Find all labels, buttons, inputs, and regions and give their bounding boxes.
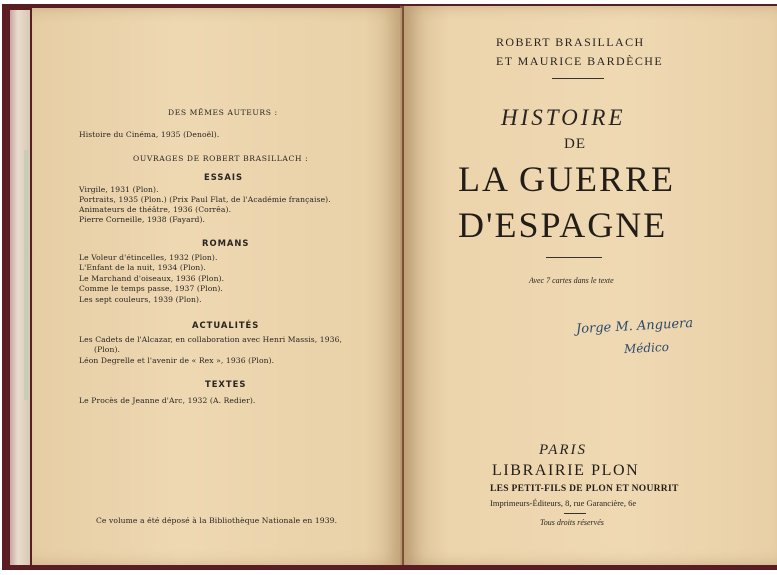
list-item: Les sept couleurs, 1939 (Plon).: [79, 295, 202, 304]
list-item: Comme le temps passe, 1937 (Plon).: [79, 284, 223, 293]
title-de: DE: [564, 136, 586, 152]
section-title-textes: TEXTES: [205, 379, 247, 389]
title-la-guerre: LA GUERRE: [458, 159, 676, 199]
publisher-name: LIBRAIRIE PLON: [492, 462, 640, 479]
publisher-subtitle: LES PETIT-FILS DE PLON ET NOURRIT: [490, 484, 679, 494]
publisher-city: PARIS: [539, 442, 588, 458]
list-item: Animateurs de théâtre, 1936 (Corrêa).: [79, 205, 232, 214]
section-title-essais: ESSAIS: [204, 172, 244, 182]
title-histoire: HISTOIRE: [501, 105, 626, 130]
list-item: Les Cadets de l'Alcazar, en collaboration avec Henri Massis, 1936,: [79, 335, 343, 344]
same-authors-item: Histoire du Cinéma, 1935 (Denoël).: [79, 130, 220, 139]
list-item-continued: (Plon).: [94, 345, 121, 354]
right-page: [404, 6, 777, 565]
section-title-romans: ROMANS: [202, 238, 250, 248]
divider: [552, 78, 604, 79]
handwritten-signature-name: Jorge M. Anguera: [575, 315, 694, 338]
divider: [546, 257, 602, 258]
list-item: L'Enfant de la nuit, 1934 (Plon).: [79, 263, 206, 272]
divider: [564, 513, 586, 514]
list-item: Le Marchand d'oiseaux, 1936 (Plon).: [79, 274, 225, 283]
list-item: Pierre Corneille, 1938 (Fayard).: [79, 215, 206, 224]
title-espagne: D'ESPAGNE: [458, 205, 668, 245]
author-line-1: ROBERT BRASILLACH: [496, 35, 645, 49]
section-title-actualites: ACTUALITÉS: [192, 320, 260, 330]
left-page: [32, 8, 402, 565]
list-item: Portraits, 1935 (Plon.) (Prix Paul Flat, de l'Académie française).: [79, 195, 331, 204]
list-item: Léon Degrelle et l'avenir de « Rex », 1936 (Plon).: [79, 356, 275, 365]
rights-notice: Tous droits réservés: [540, 518, 604, 527]
brasillach-heading: OUVRAGES DE ROBERT BRASILLACH :: [133, 154, 309, 163]
maps-note: Avec 7 cartes dans le texte: [529, 276, 614, 285]
same-authors-heading: DES MÊMES AUTEURS :: [168, 108, 278, 117]
author-line-2: ET MAURICE BARDÈCHE: [496, 54, 664, 68]
list-item: Le Voleur d'étincelles, 1932 (Plon).: [79, 253, 218, 262]
deposit-note: Ce volume a été déposé à la Bibliothèque Nationale en 1939.: [96, 516, 338, 525]
handwritten-signature-title: Médico: [623, 339, 670, 357]
list-item: Virgile, 1931 (Plon).: [79, 185, 159, 194]
publisher-address: Imprimeurs-Éditeurs, 8, rue Garancière, 6e: [490, 498, 637, 508]
list-item: Le Procès de Jeanne d'Arc, 1932 (A. Redier).: [79, 396, 256, 405]
page-edge-tint: [24, 150, 28, 400]
